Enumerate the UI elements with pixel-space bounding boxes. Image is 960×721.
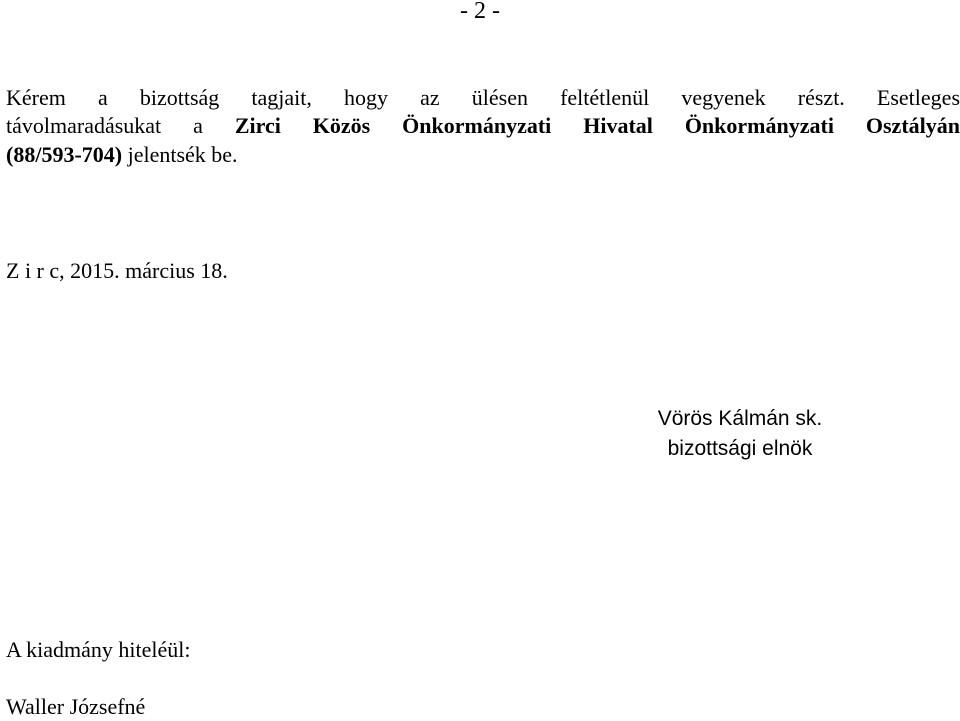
body-text-line-1: Kérem a bizottság tagjait, hogy az ülésen feltétlenül vegyenek részt. Esetleges — [6, 85, 960, 110]
attestation-name: Waller Józsefné — [6, 694, 146, 719]
page-number: - 2 - — [460, 0, 500, 24]
body-text-line-3 — [6, 141, 960, 169]
attestation-label: A kiadmány hiteléül: — [6, 637, 191, 662]
phone-number: (88/593-704) — [6, 142, 123, 167]
office-name: Zirci Közös Önkormányzati Hivatal Önkormányzati Osztályán — [234, 113, 960, 138]
body-text-plain: jelentsék be. — [122, 142, 238, 167]
signer-title: bizottsági elnök — [667, 437, 813, 460]
body-text-line-2 — [6, 112, 960, 140]
body-text-plain: távolmaradásukat a — [6, 113, 235, 138]
place-date: Z i r c, 2015. március 18. — [6, 258, 228, 283]
signature-block — [600, 404, 880, 464]
signer-name: Vörös Kálmán sk. — [657, 407, 823, 430]
